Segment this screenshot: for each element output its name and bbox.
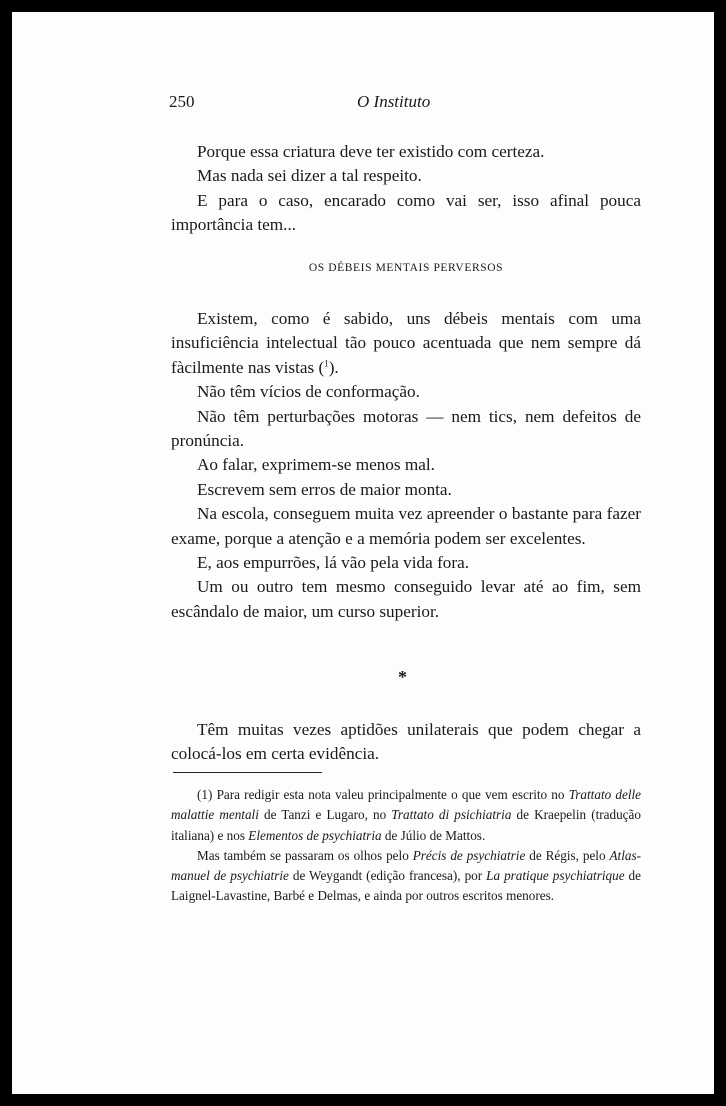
footnote-text: de Tanzi e Lugaro, no — [258, 807, 392, 823]
book-page — [12, 12, 714, 1094]
paragraph-text: ). — [328, 357, 339, 377]
paragraph: Um ou outro tem mesmo conseguido levar até ao fim, sem escândalo de maior, um curso superior. — [171, 577, 641, 621]
footnote-text: de Régis, pelo — [525, 847, 610, 863]
cited-title: Précis de psychiatrie — [412, 847, 526, 863]
footnote-text: Para redigir esta nota valeu principalmente o que vem escrito no — [212, 787, 569, 802]
footnote-text: de Júlio de Mattos. — [381, 827, 486, 843]
paragraph: Não têm vícios de conformação. — [197, 382, 420, 402]
footnote-text: de Weygandt (edição francesa), por — [288, 868, 487, 884]
running-title: O Instituto — [357, 92, 431, 111]
footnote — [171, 785, 641, 846]
paragraph: Porque essa criatura deve ter existido com certeza. — [197, 142, 545, 161]
footnote-text: de Kraepelin (tradução italiana) e nos — [171, 807, 641, 843]
paragraph: Na escola, conseguem muita vez apreender o bastante para fazer exame, porque a atenção e a memória podem ser excelentes. — [171, 504, 641, 548]
paragraph: E, aos empurrões, lá vão pela vida fora. — [197, 553, 470, 573]
section-text-block — [171, 307, 641, 624]
footnote-rule — [173, 772, 322, 773]
closing-text-block — [171, 718, 641, 767]
footnote-text: Mas também se passaram os olhos pelo — [197, 847, 413, 863]
section-title: OS DÉBEIS MENTAIS PERVERSOS — [308, 262, 504, 274]
paragraph-text: Existem, como é sabido, uns débeis mentais com uma insuficiência intelectual tão pouco acentuada que nem sempre dá fàcilmente nas vistas ( — [171, 309, 641, 377]
paragraph: Mas nada sei dizer a tal respeito. — [197, 166, 422, 186]
page-number: 250 — [169, 92, 195, 111]
paragraph: Não têm perturbações motoras — nem tics, nem defeitos de pronúncia. — [171, 406, 641, 451]
cited-title: Elementos de psychiatria — [248, 827, 382, 843]
cited-title: Trattato di psichiatria — [391, 807, 512, 823]
paragraph: E para o caso, encarado como vai ser, isso afinal pouca importância tem... — [171, 190, 641, 235]
footnote — [171, 846, 641, 907]
section-separator: * — [398, 667, 407, 687]
paragraph — [171, 307, 641, 380]
footnote-text: de Laignel-Lavastine, Barbé e Delmas, e ainda por outros escritos menores. — [171, 868, 641, 904]
paragraph: Ao falar, exprimem-se menos mal. — [197, 455, 435, 475]
cited-title: Atlas-manuel de psychiatrie — [171, 847, 641, 884]
footnote-mark: (1) — [197, 787, 213, 802]
cited-title: La pratique psychiatrique — [486, 868, 625, 884]
cited-title: Trattato delle malattie mentali — [171, 787, 642, 823]
paragraph: Têm muitas vezes aptidões unilaterais que podem chegar a colocá-los em certa evidência. — [171, 720, 641, 764]
footnotes — [171, 785, 641, 907]
paragraph: Escrevem sem erros de maior monta. — [197, 479, 452, 499]
top-text-block — [171, 140, 641, 238]
footnote-reference: 1 — [324, 358, 329, 369]
